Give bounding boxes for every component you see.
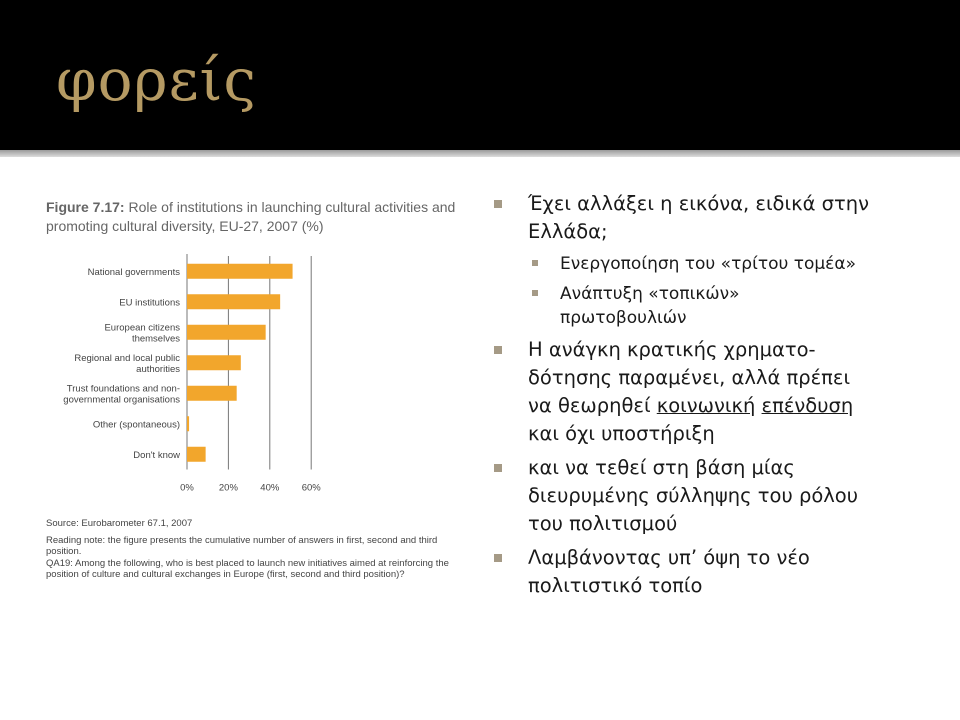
category-label: Don't know bbox=[133, 449, 180, 461]
emphasis-text: επένδυση bbox=[761, 394, 854, 417]
sub-bullet-item: Ενεργοποίηση του «τρίτου τομέα» bbox=[490, 252, 930, 276]
slide-title: φορείς bbox=[56, 46, 257, 114]
x-tick-label: 0% bbox=[180, 482, 194, 494]
category-label: Other (spontaneous) bbox=[92, 419, 180, 431]
bullet-marker-icon bbox=[494, 200, 502, 208]
emphasis-text: κοινωνική bbox=[656, 394, 756, 417]
figure-source: Source: Eurobarometer 67.1, 2007 bbox=[46, 518, 193, 529]
bar bbox=[187, 355, 241, 370]
sub-bullet-item: Ανάπτυξη «τοπικών» πρωτοβουλιών bbox=[490, 282, 930, 330]
category-label: EU institutions bbox=[119, 297, 180, 309]
bar bbox=[187, 416, 189, 431]
x-tick-label: 60% bbox=[301, 482, 321, 494]
category-label: National governments bbox=[87, 266, 180, 278]
bullet-marker-icon bbox=[532, 260, 538, 266]
figure-panel bbox=[46, 198, 466, 598]
header-divider bbox=[0, 150, 960, 157]
x-tick-label: 40% bbox=[260, 482, 280, 494]
figure-title: Role of institutions in launching cultural activities and promoting cultural diversity, EU-27, 2007 (%) bbox=[46, 199, 456, 234]
bullet-item: Λαμβάνοντας υπ’ όψη το νέο πολιτιστικό τοπίο bbox=[490, 544, 930, 600]
bar bbox=[187, 294, 280, 309]
x-tick-label: 20% bbox=[218, 482, 238, 494]
category-label: authorities bbox=[136, 363, 180, 375]
bullet-item: Η ανάγκη κρατικής χρηματο- δότησης παραμένει, αλλά πρέπει να θεωρηθεί κοινωνική επένδυση και όχι υποστήριξη bbox=[490, 336, 930, 448]
category-label: governmental organisations bbox=[63, 394, 180, 406]
bullet-list bbox=[490, 190, 930, 606]
bullet-marker-icon bbox=[494, 554, 502, 562]
bullet-item: Έχει αλλάξει η εικόνα, ειδικά στην Ελλάδα; bbox=[490, 190, 930, 246]
figure-number: Figure 7.17: bbox=[46, 199, 125, 215]
category-label: European citizens bbox=[104, 322, 180, 334]
category-label: Trust foundations and non- bbox=[66, 383, 180, 395]
category-label: Regional and local public bbox=[74, 352, 180, 364]
figure-caption bbox=[46, 198, 466, 236]
bullet-item: και να τεθεί στη βάση μίας διευρυμένης σύλληψης του ρόλου του πολιτισμού bbox=[490, 454, 930, 538]
bullet-marker-icon bbox=[494, 464, 502, 472]
bar bbox=[187, 386, 237, 401]
figure-notes bbox=[46, 518, 466, 581]
figure-question: QA19: Among the following, who is best placed to launch new initiatives aimed at reinforcing the position of culture and cultural exchanges in Europe (first, second and third position)? bbox=[46, 557, 449, 580]
bar bbox=[187, 325, 266, 340]
bullet-marker-icon bbox=[494, 346, 502, 354]
figure-reading-note: Reading note: the figure presents the cumulative number of answers in first, second and third position. bbox=[46, 534, 438, 557]
slide-header bbox=[0, 0, 960, 150]
bar-chart bbox=[46, 248, 466, 508]
bar bbox=[187, 264, 293, 279]
bullet-marker-icon bbox=[532, 290, 538, 296]
category-label: themselves bbox=[131, 333, 180, 345]
bar bbox=[187, 447, 206, 462]
